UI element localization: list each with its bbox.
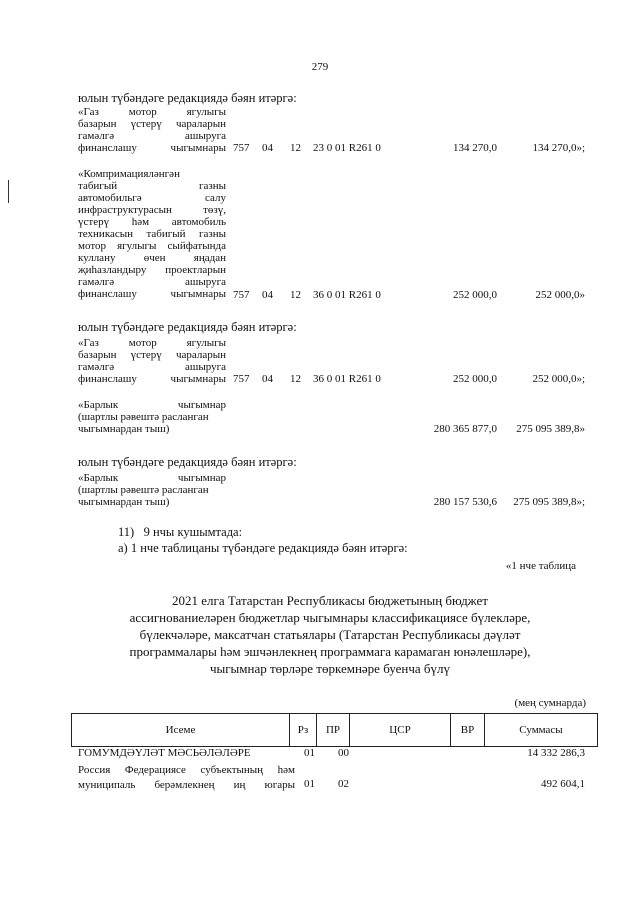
- row-pr: 00: [338, 747, 349, 759]
- item-description: «Барлык чыгымнар (шартлы рәвештә расланган чыгымнардан тыш): [78, 399, 226, 435]
- csr-code: 36 0 01 R261 0: [313, 373, 381, 385]
- intro-text-2: юлын түбәндәге редакциядә бәян итәргә:: [78, 320, 297, 334]
- table-heading: 2021 елга Татарстан Республикасы бюджетының бюджет ассигнованиеләрен бюджетлар чыгымнары классификациясе бүлекләре, бүлекчәләре, максатчан статьялары (Татарстан Республикасы дәүләт программалары һәм эшчәнлекнең программага карамаган юнәлешләре), чыгымнар төрләре төркемнәре буенча бүлү: [129, 593, 531, 676]
- left-margin-mark: [8, 180, 9, 203]
- item-description: «Барлык чыгымнар (шартлы рәвештә расланган чыгымнардан тыш): [78, 472, 226, 508]
- sum-2021: 280 365 877,0: [433, 423, 497, 435]
- sum-2021: 252 000,0: [453, 289, 497, 301]
- intro-text-1: юлын түбәндәге редакциядә бәян итәргә:: [78, 91, 297, 105]
- header-pr: ПР: [317, 714, 350, 747]
- units-note: (мең сумнарда): [514, 697, 586, 709]
- header-rz: Рз: [290, 714, 317, 747]
- row-sum: 492 604,1: [541, 778, 585, 790]
- row-rz: 01: [304, 778, 315, 790]
- sum-2021: 134 270,0: [453, 142, 497, 154]
- ved-code: 757: [233, 289, 250, 301]
- rz-code: 04: [262, 373, 273, 385]
- page-number: 279: [311, 61, 329, 73]
- ved-code: 757: [233, 373, 250, 385]
- item-description: «Газ мотор ягулыгы базарын үстерү чараларын гамәлгә ашыруга финанслашу чыгымнары: [78, 106, 226, 154]
- header-sum: Суммасы: [485, 714, 598, 747]
- pr-code: 12: [290, 373, 301, 385]
- sum-2021: 280 157 530,6: [433, 496, 497, 508]
- item-11a: а) 1 нче таблицаны түбәндәге редакциядә бәян итәргә:: [118, 541, 408, 555]
- rz-code: 04: [262, 289, 273, 301]
- table-reference: «1 нче таблица: [505, 560, 576, 572]
- sum-2022: 134 270,0»;: [532, 142, 585, 154]
- row-name: Россия Федерациясе субъектының һәм муниципаль берәмлекнең иң югары: [78, 764, 295, 791]
- item-description: «Газ мотор ягулыгы базарын үстерү чараларын гамәлгә ашыруга финанслашу чыгымнары: [78, 337, 226, 385]
- row-rz: 01: [304, 747, 315, 759]
- pr-code: 12: [290, 289, 301, 301]
- ved-code: 757: [233, 142, 250, 154]
- row-sum: 14 332 286,3: [527, 747, 585, 759]
- sum-2022: 252 000,0»: [535, 289, 585, 301]
- sum-2022: 252 000,0»;: [532, 373, 585, 385]
- item-description: «Компримацияләнгән табигый газны автомобильгә салу инфраструктурасын төзү, үстерү һәм автомобиль техникасын табигый газны мотор ягулыгы сыйфатында куллану өчен яңадан җиһазландыру проектларын гамәлгә ашыруга финанслашу чыгымнары: [78, 168, 226, 300]
- csr-code: 36 0 01 R261 0: [313, 289, 381, 301]
- header-csr: ЦСР: [350, 714, 451, 747]
- header-vr: ВР: [451, 714, 485, 747]
- row-name: ГОМУМДӘҮЛӘТ МӘСЬӘЛӘЛӘРЕ: [78, 747, 251, 759]
- sum-2022: 275 095 389,8»;: [513, 496, 585, 508]
- budget-table-header: [71, 713, 598, 747]
- sum-2022: 275 095 389,8»: [516, 423, 585, 435]
- row-pr: 02: [338, 778, 349, 790]
- sum-2021: 252 000,0: [453, 373, 497, 385]
- header-name: Исеме: [72, 714, 290, 747]
- rz-code: 04: [262, 142, 273, 154]
- item-11: 11) 9 нчы кушымтада:: [118, 525, 243, 539]
- intro-text-3: юлын түбәндәге редакциядә бәян итәргә:: [78, 455, 297, 469]
- pr-code: 12: [290, 142, 301, 154]
- csr-code: 23 0 01 R261 0: [313, 142, 381, 154]
